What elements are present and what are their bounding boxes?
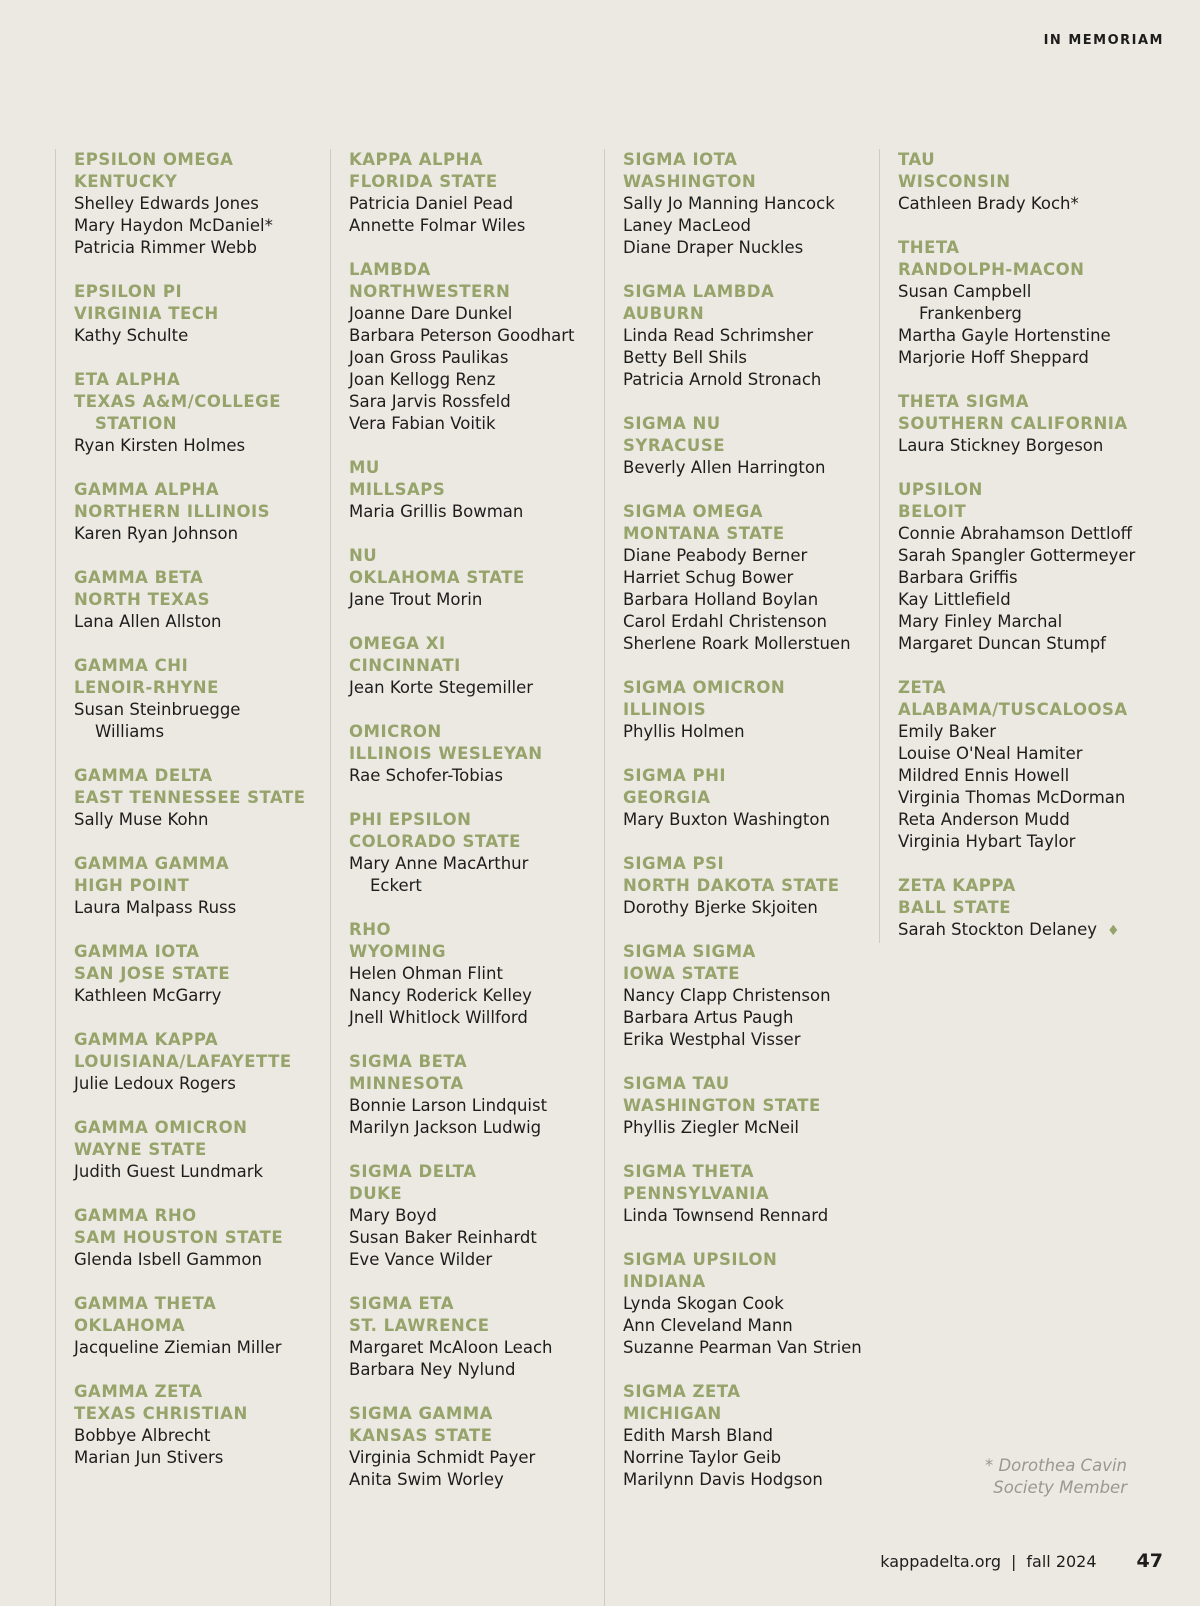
chapter-entry	[74, 853, 324, 919]
school-name: WASHINGTON	[623, 172, 757, 191]
member-name: Mary Buxton Washington	[623, 810, 830, 829]
chapter-name: GAMMA RHO	[74, 1206, 197, 1225]
chapter-entry	[898, 391, 1148, 457]
school-name: OKLAHOMA STATE	[349, 568, 525, 587]
chapter-entry	[349, 1293, 599, 1381]
member-name: Barbara Artus Paugh	[623, 1008, 794, 1027]
member-name: Linda Townsend Rennard	[623, 1206, 829, 1225]
member-name: Susan Baker Reinhardt	[349, 1228, 537, 1247]
member-name: Louise O'Neal Hamiter	[898, 744, 1083, 763]
chapter-name: GAMMA CHI	[74, 656, 189, 675]
member-name: Harriet Schug Bower	[623, 568, 794, 587]
member-name: Sarah Stockton Delaney	[898, 920, 1098, 939]
footnote	[985, 1455, 1127, 1499]
school-name: TEXAS A&M/COLLEGE	[74, 392, 281, 411]
chapter-name: GAMMA BETA	[74, 568, 204, 587]
chapter-entry	[74, 1117, 324, 1183]
member-name: Dorothy Bjerke Skjoiten	[623, 898, 818, 917]
school-name: MICHIGAN	[623, 1404, 722, 1423]
school-name: WYOMING	[349, 942, 446, 961]
school-name: LENOIR-RHYNE	[74, 678, 219, 697]
chapter-name: GAMMA ZETA	[74, 1382, 203, 1401]
school-name: DUKE	[349, 1184, 403, 1203]
footnote-line: Society Member	[993, 1478, 1127, 1497]
member-name: Ann Cleveland Mann	[623, 1316, 793, 1335]
member-name: Bobbye Albrecht	[74, 1426, 211, 1445]
chapter-name: THETA	[898, 238, 960, 257]
chapter-entry	[349, 1161, 599, 1271]
chapter-entry	[74, 479, 324, 545]
school-name: WASHINGTON STATE	[623, 1096, 821, 1115]
chapter-name: MU	[349, 458, 380, 477]
chapter-entry	[349, 1403, 599, 1491]
chapter-entry	[349, 457, 599, 523]
member-name: Ryan Kirsten Holmes	[74, 436, 246, 455]
member-name: Judith Guest Lundmark	[74, 1162, 264, 1181]
member-name: Vera Fabian Voitik	[349, 414, 496, 433]
chapter-entry	[623, 1381, 873, 1491]
chapter-entry	[74, 1205, 324, 1271]
member-name: Sara Jarvis Rossfeld	[349, 392, 511, 411]
column-divider	[604, 149, 605, 1606]
school-name: GEORGIA	[623, 788, 711, 807]
column-divider	[879, 149, 880, 943]
footnote-line: * Dorothea Cavin	[984, 1456, 1127, 1475]
chapter-entry	[349, 149, 599, 237]
member-name: Kathleen McGarry	[74, 986, 222, 1005]
member-name: Betty Bell Shils	[623, 348, 747, 367]
chapter-entry	[623, 1161, 873, 1227]
school-name: KENTUCKY	[74, 172, 178, 191]
chapter-name: SIGMA NU	[623, 414, 721, 433]
chapter-entry	[623, 281, 873, 391]
chapter-entry	[623, 501, 873, 655]
member-name: Martha Gayle Hortenstine	[898, 326, 1111, 345]
chapter-entry	[623, 149, 873, 259]
school-name: SAN JOSE STATE	[74, 964, 231, 983]
chapter-name: GAMMA ALPHA	[74, 480, 220, 499]
school-name: WISCONSIN	[898, 172, 1011, 191]
chapter-entry	[623, 853, 873, 919]
school-name: ALABAMA/TUSCALOOSA	[898, 700, 1128, 719]
school-name: FLORIDA STATE	[349, 172, 498, 191]
member-name: Nancy Clapp Christenson	[623, 986, 831, 1005]
school-name: HIGH POINT	[74, 876, 190, 895]
member-name: Susan Campbell	[898, 282, 1032, 301]
member-name: Annette Folmar Wiles	[349, 216, 526, 235]
chapter-entry	[349, 633, 599, 699]
school-name: TEXAS CHRISTIAN	[74, 1404, 248, 1423]
chapter-entry	[349, 721, 599, 787]
member-name: Carol Erdahl Christenson	[623, 612, 827, 631]
chapter-name: SIGMA LAMBDA	[623, 282, 775, 301]
website-link[interactable]: kappadelta.org	[880, 1552, 1002, 1571]
chapter-name: EPSILON OMEGA	[74, 150, 234, 169]
member-name: Sherlene Roark Mollerstuen	[623, 634, 851, 653]
chapter-name: OMICRON	[349, 722, 442, 741]
chapter-name: KAPPA ALPHA	[349, 150, 484, 169]
school-name: CINCINNATI	[349, 656, 461, 675]
member-name: Laney MacLeod	[623, 216, 751, 235]
school-name: BALL STATE	[898, 898, 1011, 917]
issue-label: fall 2024	[1026, 1552, 1097, 1571]
chapter-entry	[623, 1249, 873, 1359]
chapter-name: EPSILON PI	[74, 282, 183, 301]
school-name: KANSAS STATE	[349, 1426, 493, 1445]
chapter-entry	[623, 1073, 873, 1139]
member-name: Mary Haydon McDaniel*	[74, 216, 273, 235]
member-name: Barbara Griffis	[898, 568, 1018, 587]
member-name: Erika Westphal Visser	[623, 1030, 801, 1049]
member-name: Marilyn Jackson Ludwig	[349, 1118, 542, 1137]
member-name: Norrine Taylor Geib	[623, 1448, 782, 1467]
chapter-name: SIGMA UPSILON	[623, 1250, 778, 1269]
member-name: Rae Schofer-Tobias	[349, 766, 503, 785]
chapter-name: SIGMA PSI	[623, 854, 725, 873]
school-name: MILLSAPS	[349, 480, 446, 499]
chapter-entry	[349, 545, 599, 611]
chapter-name: SIGMA ZETA	[623, 1382, 741, 1401]
chapter-name: SIGMA OMICRON	[623, 678, 786, 697]
member-name: Eve Vance Wilder	[349, 1250, 493, 1269]
chapter-entry	[898, 237, 1148, 369]
member-name: Mary Finley Marchal	[898, 612, 1063, 631]
school-name: BELOIT	[898, 502, 967, 521]
member-name: Bonnie Larson Lindquist	[349, 1096, 548, 1115]
chapter-name: SIGMA TAU	[623, 1074, 730, 1093]
member-name: Patricia Daniel Pead	[349, 194, 514, 213]
member-name: Nancy Roderick Kelley	[349, 986, 532, 1005]
school-name: MONTANA STATE	[623, 524, 785, 543]
member-name: Barbara Peterson Goodhart	[349, 326, 575, 345]
member-name: Suzanne Pearman Van Strien	[623, 1338, 862, 1357]
member-name: Marian Jun Stivers	[74, 1448, 224, 1467]
school-name: ST. LAWRENCE	[349, 1316, 490, 1335]
chapter-name: SIGMA BETA	[349, 1052, 468, 1071]
chapter-name: SIGMA IOTA	[623, 150, 738, 169]
member-name: Laura Malpass Russ	[74, 898, 237, 917]
member-name: Marjorie Hoff Sheppard	[898, 348, 1089, 367]
member-name: Mary Boyd	[349, 1206, 437, 1225]
member-name: Joan Gross Paulikas	[349, 348, 509, 367]
member-name: Emily Baker	[898, 722, 997, 741]
school-name: ILLINOIS	[623, 700, 707, 719]
school-name: LOUISIANA/LAFAYETTE	[74, 1052, 292, 1071]
member-name: Jean Korte Stegemiller	[349, 678, 534, 697]
chapter-entry	[623, 765, 873, 831]
member-name: Eckert	[370, 876, 422, 895]
chapter-entry	[74, 1029, 324, 1095]
chapter-name: SIGMA THETA	[623, 1162, 755, 1181]
school-name: WAYNE STATE	[74, 1140, 207, 1159]
footer-separator: |	[1011, 1552, 1017, 1571]
member-name: Beverly Allen Harrington	[623, 458, 826, 477]
school-name: SYRACUSE	[623, 436, 725, 455]
column-divider	[55, 149, 56, 1606]
member-name-row	[898, 919, 1148, 942]
chapter-name: GAMMA DELTA	[74, 766, 213, 785]
member-name: Julie Ledoux Rogers	[74, 1074, 236, 1093]
chapter-name: SIGMA SIGMA	[623, 942, 756, 961]
chapter-name: ZETA	[898, 678, 946, 697]
school-name: EAST TENNESSEE STATE	[74, 788, 306, 807]
chapter-name: SIGMA DELTA	[349, 1162, 477, 1181]
chapter-entry	[623, 941, 873, 1051]
member-name: Barbara Ney Nylund	[349, 1360, 516, 1379]
chapter-entry	[74, 1381, 324, 1469]
member-name: Frankenberg	[919, 304, 1022, 323]
member-name: Kathy Schulte	[74, 326, 189, 345]
member-name: Virginia Schmidt Payer	[349, 1448, 536, 1467]
chapter-name: GAMMA THETA	[74, 1294, 217, 1313]
chapter-entry	[898, 149, 1148, 215]
member-name: Karen Ryan Johnson	[74, 524, 239, 543]
chapter-entry	[349, 809, 599, 897]
memoriam-column-1	[74, 149, 324, 1491]
member-name: Helen Ohman Flint	[349, 964, 503, 983]
memoriam-column-2	[349, 149, 599, 1513]
member-name: Jnell Whitlock Willford	[349, 1008, 528, 1027]
chapter-entry	[74, 1293, 324, 1359]
memoriam-column-3	[623, 149, 873, 1513]
section-header: IN MEMORIAM	[1043, 33, 1164, 48]
member-name: Diane Peabody Berner	[623, 546, 808, 565]
member-name: Glenda Isbell Gammon	[74, 1250, 262, 1269]
school-name: STATION	[95, 414, 178, 433]
chapter-entry	[74, 149, 324, 259]
chapter-entry	[349, 919, 599, 1029]
page-footer	[880, 1550, 1163, 1572]
member-name: Lynda Skogan Cook	[623, 1294, 784, 1313]
chapter-entry	[74, 941, 324, 1007]
chapter-name: OMEGA XI	[349, 634, 446, 653]
member-name: Laura Stickney Borgeson	[898, 436, 1104, 455]
chapter-entry	[623, 677, 873, 743]
member-name: Jacqueline Ziemian Miller	[74, 1338, 282, 1357]
school-name: RANDOLPH-MACON	[898, 260, 1085, 279]
chapter-entry	[74, 655, 324, 743]
member-name: Barbara Holland Boylan	[623, 590, 819, 609]
school-name: AUBURN	[623, 304, 705, 323]
chapter-name: SIGMA OMEGA	[623, 502, 764, 521]
chapter-name: ZETA KAPPA	[898, 876, 1016, 895]
member-name: Margaret McAloon Leach	[349, 1338, 553, 1357]
school-name: SOUTHERN CALIFORNIA	[898, 414, 1128, 433]
chapter-name: SIGMA PHI	[623, 766, 727, 785]
member-name: Mildred Ennis Howell	[898, 766, 1070, 785]
school-name: ILLINOIS WESLEYAN	[349, 744, 543, 763]
member-name: Linda Read Schrimsher	[623, 326, 814, 345]
member-name: Virginia Hybart Taylor	[898, 832, 1076, 851]
member-name: Joan Kellogg Renz	[349, 370, 496, 389]
member-name: Edith Marsh Bland	[623, 1426, 774, 1445]
chapter-entry	[74, 369, 324, 457]
member-name: Mary Anne MacArthur	[349, 854, 529, 873]
member-name: Connie Abrahamson Dettloff	[898, 524, 1133, 543]
chapter-name: THETA SIGMA	[898, 392, 1030, 411]
chapter-name: SIGMA ETA	[349, 1294, 455, 1313]
member-name: Patricia Rimmer Webb	[74, 238, 257, 257]
member-name: Shelley Edwards Jones	[74, 194, 259, 213]
chapter-name: UPSILON	[898, 480, 983, 499]
school-name: IOWA STATE	[623, 964, 741, 983]
member-name: Williams	[95, 722, 165, 741]
chapter-entry	[349, 1051, 599, 1139]
member-name: Patricia Arnold Stronach	[623, 370, 822, 389]
school-name: MINNESOTA	[349, 1074, 464, 1093]
member-name: Marilynn Davis Hodgson	[623, 1470, 823, 1489]
member-name: Margaret Duncan Stumpf	[898, 634, 1106, 653]
school-name: PENNSYLVANIA	[623, 1184, 770, 1203]
member-name: Sally Muse Kohn	[74, 810, 209, 829]
school-name: NORTHERN ILLINOIS	[74, 502, 271, 521]
chapter-entry	[74, 765, 324, 831]
school-name: VIRGINIA TECH	[74, 304, 219, 323]
member-name: Joanne Dare Dunkel	[349, 304, 513, 323]
member-name: Sarah Spangler Gottermeyer	[898, 546, 1136, 565]
school-name: NORTH DAKOTA STATE	[623, 876, 840, 895]
member-name: Anita Swim Worley	[349, 1470, 504, 1489]
chapter-entry	[898, 875, 1148, 942]
school-name: SAM HOUSTON STATE	[74, 1228, 284, 1247]
school-name: OKLAHOMA	[74, 1316, 186, 1335]
member-name: Lana Allen Allston	[74, 612, 222, 631]
member-name: Jane Trout Morin	[349, 590, 483, 609]
chapter-name: LAMBDA	[349, 260, 431, 279]
chapter-name: GAMMA OMICRON	[74, 1118, 248, 1137]
chapter-name: RHO	[349, 920, 392, 939]
school-name: NORTH TEXAS	[74, 590, 211, 609]
member-name: Phyllis Holmen	[623, 722, 745, 741]
chapter-entry	[74, 281, 324, 347]
chapter-name: GAMMA GAMMA	[74, 854, 230, 873]
chapter-entry	[898, 677, 1148, 853]
memoriam-column-4	[898, 149, 1148, 964]
member-name: Cathleen Brady Koch*	[898, 194, 1079, 213]
school-name: INDIANA	[623, 1272, 706, 1291]
chapter-name: PHI EPSILON	[349, 810, 472, 829]
page-number: 47	[1136, 1550, 1163, 1572]
member-name: Maria Grillis Bowman	[349, 502, 524, 521]
chapter-name: ETA ALPHA	[74, 370, 181, 389]
chapter-name: NU	[349, 546, 378, 565]
member-name: Susan Steinbruegge	[74, 700, 241, 719]
chapter-name: TAU	[898, 150, 936, 169]
column-divider	[330, 149, 331, 1606]
member-name: Kay Littlefield	[898, 590, 1011, 609]
member-name: Virginia Thomas McDorman	[898, 788, 1126, 807]
member-name: Reta Anderson Mudd	[898, 810, 1070, 829]
chapter-name: GAMMA IOTA	[74, 942, 200, 961]
member-name: Diane Draper Nuckles	[623, 238, 804, 257]
chapter-entry	[898, 479, 1148, 655]
chapter-entry	[623, 413, 873, 479]
chapter-entry	[349, 259, 599, 435]
school-name: NORTHWESTERN	[349, 282, 511, 301]
school-name: COLORADO STATE	[349, 832, 521, 851]
chapter-entry	[74, 567, 324, 633]
end-diamond-icon: ♦	[1107, 923, 1120, 939]
chapter-name: SIGMA GAMMA	[349, 1404, 493, 1423]
member-name: Phyllis Ziegler McNeil	[623, 1118, 800, 1137]
member-name: Sally Jo Manning Hancock	[623, 194, 835, 213]
chapter-name: GAMMA KAPPA	[74, 1030, 219, 1049]
